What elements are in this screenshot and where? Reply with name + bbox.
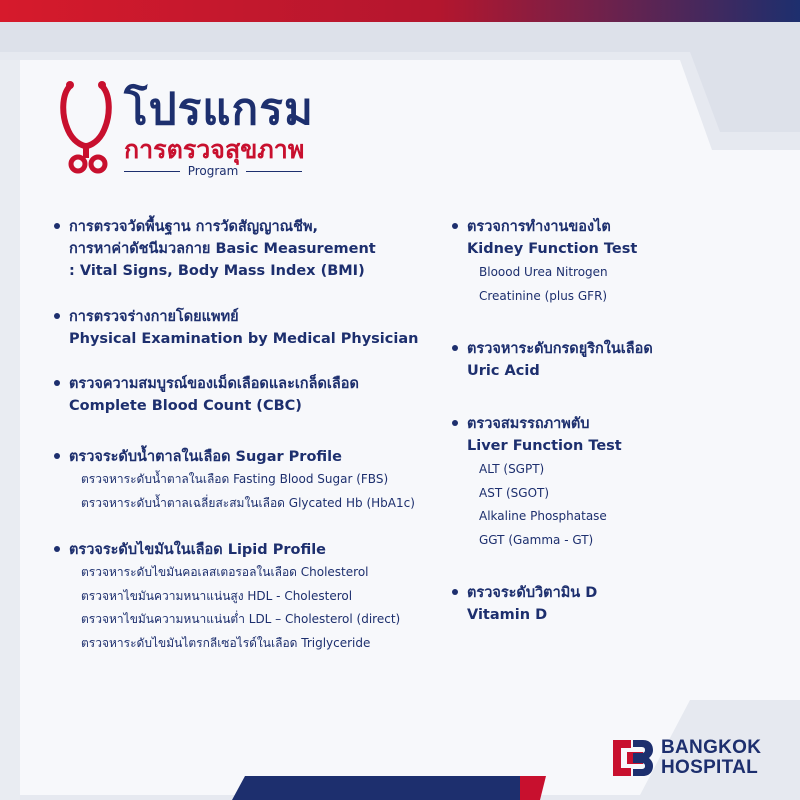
stethoscope-icon [56, 76, 116, 176]
bullet-icon [54, 380, 60, 386]
item-subtest: Creatinine (plus GFR) [479, 288, 608, 303]
left-column [54, 216, 449, 655]
item-english-name: Kidney Function Test [467, 241, 638, 257]
item-subtest: ALT (SGPT) [479, 462, 545, 476]
item-subtest: Bloood Urea Nitrogen [479, 265, 608, 279]
item-heading: : Vital Signs, Body Mass Index (BMI) [69, 263, 365, 279]
bullet-icon [54, 313, 60, 319]
item-heading: การตรวจร่างกายโดยแพทย์ [69, 309, 239, 325]
item-heading: การตรวจวัดพื้นฐาน การวัดสัญญาณชีพ, [69, 219, 319, 235]
hospital-name-line1: BANGKOK [661, 737, 762, 758]
item-english-name: Vitamin D [467, 607, 548, 623]
checkup-item [54, 373, 449, 418]
checkup-item [452, 582, 752, 627]
program-word: Program [187, 164, 239, 178]
item-subtest: ตรวจหาระดับไขมันไตรกลีเซอไรด์ในเลือด Triglyceride [81, 635, 371, 650]
item-heading: ตรวจระดับน้ำตาลในเลือด Sugar Profile [69, 449, 342, 465]
item-heading: ตรวจหาระดับกรดยูริกในเลือด [467, 341, 653, 357]
item-heading: ตรวจสมรรถภาพตับ [467, 416, 590, 432]
item-subtest: ตรวจหาไขมันความหนาแน่นสูง HDL - Cholesterol [81, 588, 353, 603]
item-english-name: Liver Function Test [467, 438, 622, 454]
checkup-item [452, 216, 752, 308]
item-subtest: ตรวจหาระดับไขมันคอเลสเตอรอลในเลือด Cholesterol [81, 565, 369, 579]
divider-line [246, 171, 302, 172]
item-heading: ตรวจความสมบูรณ์ของเม็ดเลือดและเกล็ดเลือด [69, 376, 359, 392]
checkup-item [54, 216, 449, 282]
item-subtest: Alkaline Phosphatase [479, 509, 607, 523]
bullet-icon [452, 589, 458, 595]
item-subtest: GGT (Gamma - GT) [479, 532, 594, 547]
bullet-icon [54, 453, 60, 459]
checkup-item [54, 446, 449, 515]
item-subtest: ตรวจหาระดับน้ำตาลในเลือด Fasting Blood Sugar (FBS) [81, 472, 389, 486]
hospital-name [661, 738, 761, 778]
program-title-block [56, 76, 346, 186]
item-subtest: AST (SGOT) [479, 485, 550, 500]
checkup-item [452, 338, 752, 383]
item-heading: ตรวจระดับไขมันในเลือด Lipid Profile [69, 542, 326, 558]
item-english-name: Complete Blood Count (CBC) [69, 398, 302, 414]
program-subtitle: การตรวจสุขภาพ [124, 135, 305, 164]
item-english-name: Physical Examination by Medical Physician [69, 331, 419, 347]
checkup-item [54, 539, 449, 655]
item-subtest: ตรวจหาระดับน้ำตาลเฉลี่ยสะสมในเลือด Glycated Hb (HbA1c) [81, 495, 415, 510]
bullet-icon [54, 546, 60, 552]
item-subtest: ตรวจหาไขมันความหนาแน่นต่ำ LDL – Cholesterol (direct) [81, 612, 401, 626]
checkup-item [54, 306, 449, 351]
program-title: โปรแกรม [124, 84, 314, 135]
program-label [124, 164, 302, 178]
checkup-item [452, 413, 752, 552]
hospital-name-line2: HOSPITAL [661, 757, 759, 778]
bullet-icon [452, 420, 458, 426]
bullet-icon [54, 223, 60, 229]
item-english-name: Uric Acid [467, 363, 540, 379]
bullet-icon [452, 345, 458, 351]
item-heading: การหาค่าดัชนีมวลกาย Basic Measurement [69, 241, 376, 257]
hospital-logo-icon [613, 738, 653, 778]
bullet-icon [452, 223, 458, 229]
item-heading: ตรวจการทำงานของไต [467, 219, 611, 235]
right-column [452, 216, 752, 627]
item-heading: ตรวจระดับวิตามิน D [467, 585, 598, 601]
bangkok-hospital-logo [613, 738, 761, 778]
divider-line [124, 171, 180, 172]
